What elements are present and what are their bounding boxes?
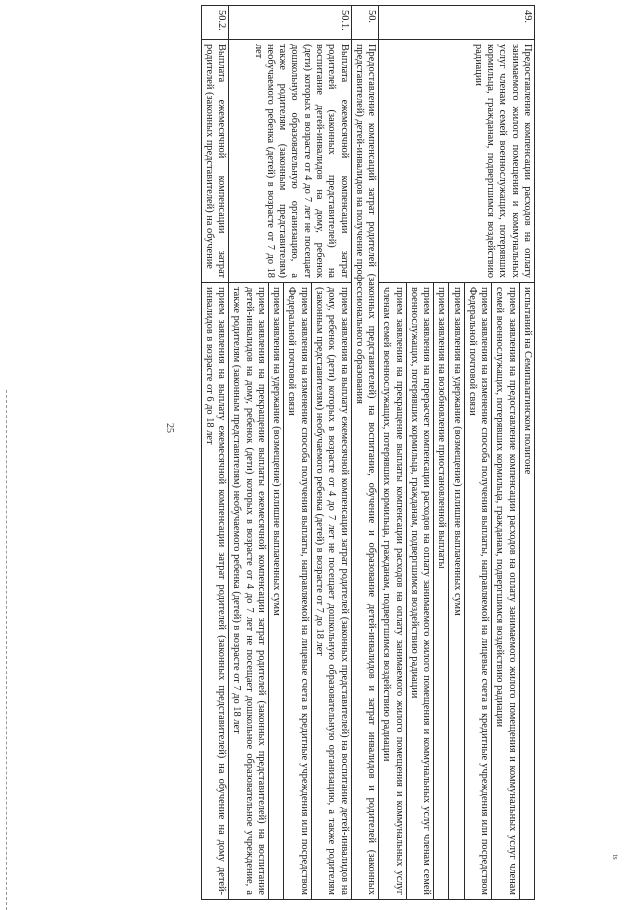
procedure-step: прием заявления на удержание (возмещение) излишне выплаченных сумм (449, 283, 464, 900)
footer-mark: ts (611, 854, 620, 860)
row-number: 49. (379, 6, 535, 40)
row-number: 50. (351, 6, 379, 40)
row-number: 50.2. (201, 6, 229, 40)
service-name: Предоставление компенсаций затрат родителей (законных представителей) на воспитание, обучение и образование детей-инвалидов и затрат инвалидов и родителей (законных представителей) детей-инвалидов на получение профессионального образования (351, 40, 379, 900)
table-row (201, 6, 229, 900)
table-row (351, 6, 379, 900)
procedure-step: прием заявления на выплату ежемесячной компенсации затрат родителей (законных представителей) на обучение на дому детей-инвалидов в возрасте от 6 до 18 лет (201, 283, 229, 900)
procedure-step: прием заявления на удержание (возмещение) излишне выплаченных сумм (268, 283, 283, 900)
service-name: Выплата ежемесячной компенсации затрат родителей (законных представителей) на воспитание детей-инвалидов на дому, ребенок (дети) которых в возрасте от 4 до 7 лет не посещает дошкольную образовательную организацию, а также родителям (законным представителям) необучаемого ребенка (детей) в возрасте от 7 до 18 лет (229, 40, 351, 283)
rotated-table-wrapper (97, 5, 535, 900)
procedure-step: прием заявления на перерасчет компенсации расходов на оплату занимаемого жилого помещения и коммунальных услуг членам семей военнослужащих, потерявших кормильца, гражданам, подвергшимся воздействию радиации (406, 283, 434, 900)
procedure-step: прием заявления на прекращение выплаты ежемесячной компенсации затрат родителей (законных представителей) на воспитание детей-инвалидов на дому, ребенок (дети) которых в возрасте от 4 до 7 лет не посещает дошкольное образовательное учреждение, а также родителям (законным представителям) необучаемого ребенка (детей) в возрасте от 7 до 18 лет (229, 283, 269, 900)
services-table (201, 5, 535, 900)
table-row (519, 6, 534, 900)
row-number: 50.1. (229, 6, 351, 40)
scan-edge-mark (6, 390, 9, 910)
procedure-step: прием заявления на возобновление приостановленной выплаты (434, 283, 449, 900)
service-name: Выплата ежемесячной компенсации затрат родителей (законных представителей) на обучение (201, 40, 229, 283)
procedure-step: прием заявления на выплату ежемесячной компенсации затрат родителей (законных представителей) на воспитание детей-инвалидов на дому, ребенок (дети) которых в возрасте от 4 до 7 лет не посещает дошкольную образовательную организацию, а также родителям (законным представителям) необучаемого ребенка (детей) в возрасте от 7 до 18 лет (311, 283, 351, 900)
procedure-step: прием заявления на изменение способа получения выплаты, направляемой на лицевые счета в кредитные учреждения или посредством Федеральной почтовой связи (464, 283, 492, 900)
procedure-step: испытаний на Семипалатинском полигоне (519, 283, 534, 900)
service-name: Предоставление компенсации расходов на оплату занимаемого жилого помещения и коммунальных услуг членам семей военнослужащих, потерявших кормильца, гражданам, подвергшимся воздействию радиации (379, 40, 535, 283)
procedure-step: прием заявления на изменение способа получения выплаты, направляемой на лицевые счета в кредитные учреждения или посредством Федеральной почтовой связи (284, 283, 312, 900)
procedure-step: прием заявления на прекращение выплаты компенсации расходов на оплату занимаемого жилого помещения и коммунальных услуг членам семей военнослужащих, потерявших кормильца, гражданам, подвергшимся воздействию радиации (379, 283, 407, 900)
table-row (311, 6, 351, 900)
procedure-step: прием заявления на предоставление компенсации расходов на оплату занимаемого жилого помещения и коммунальных услуг членам семей военнослужащих, потерявших кормильца, гражданам, подвергшимся воздействию радиации (492, 283, 520, 900)
page-number: 25 (164, 423, 175, 433)
